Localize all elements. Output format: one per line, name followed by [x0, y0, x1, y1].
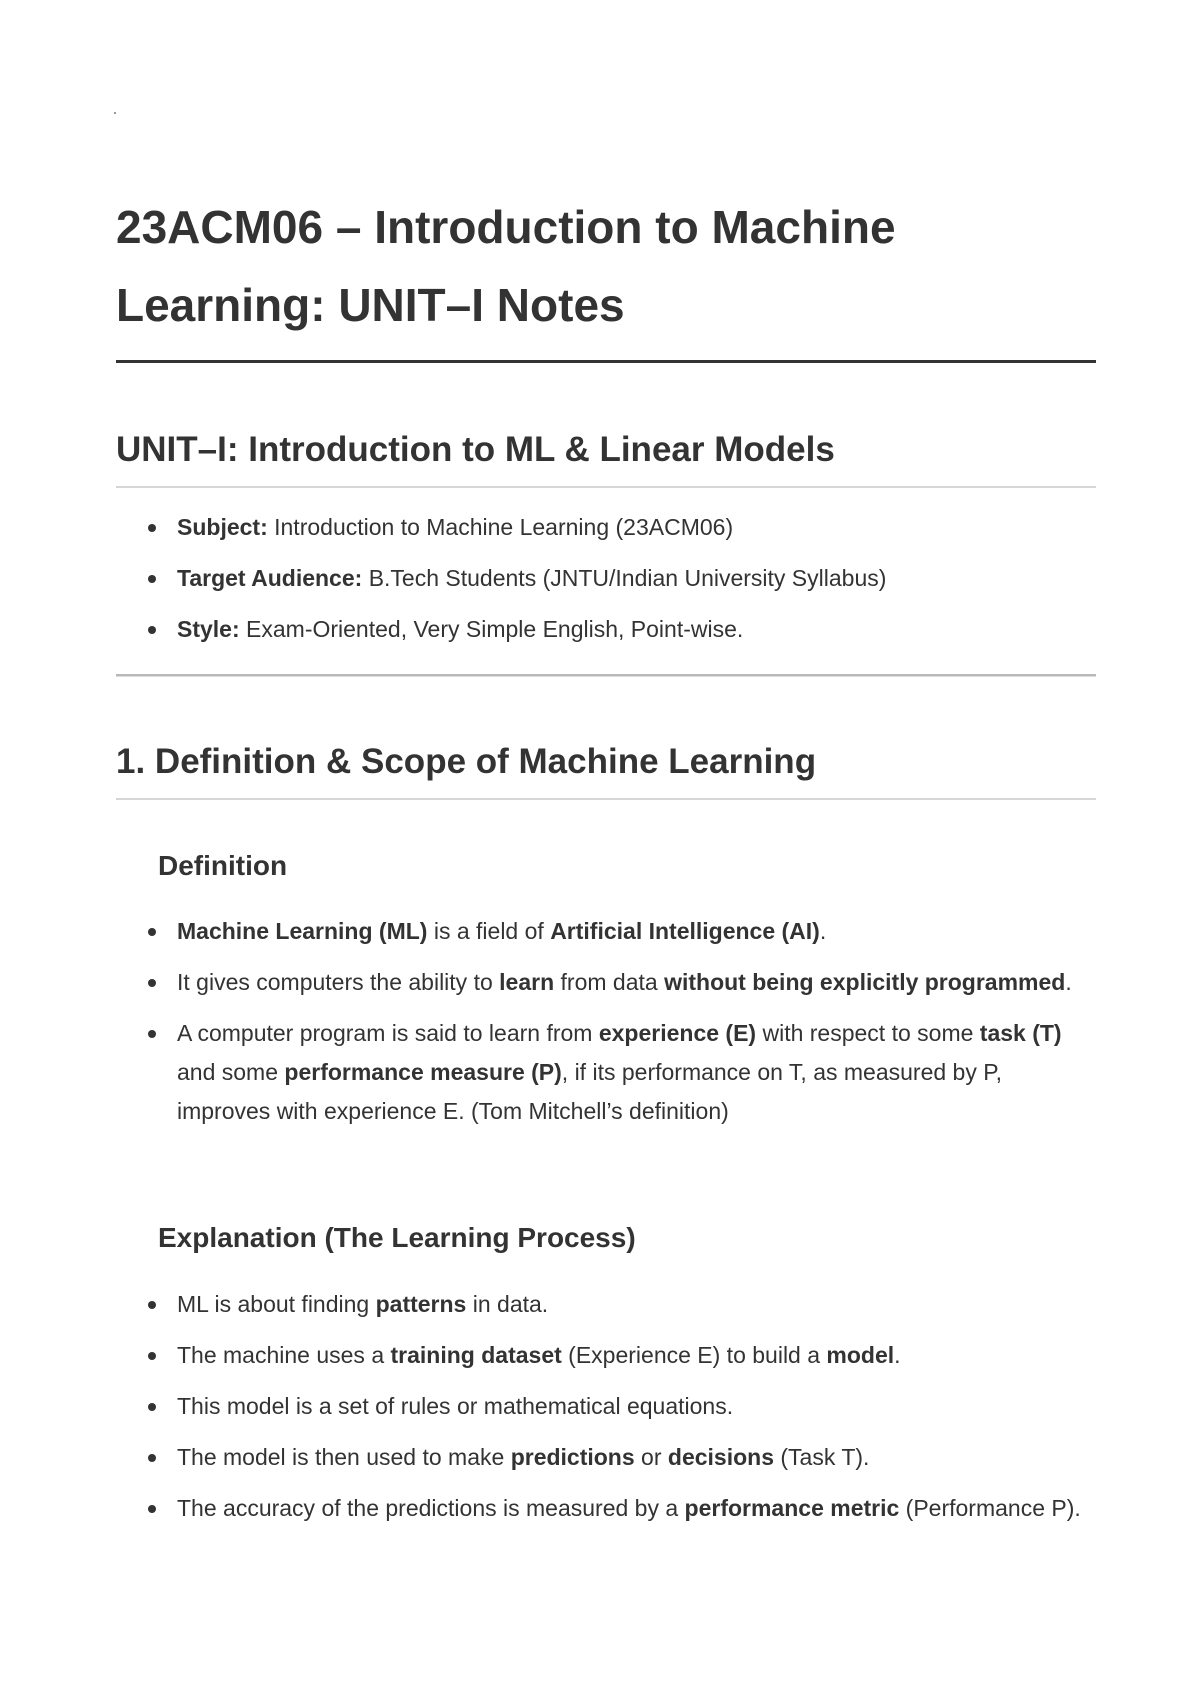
explanation-list: [116, 1285, 1096, 1528]
text: It gives computers the ability to: [177, 969, 500, 995]
text: in data.: [466, 1291, 549, 1317]
bold-text: training dataset: [390, 1342, 562, 1368]
list-item-subject: [116, 508, 1096, 547]
text: (Experience E) to build a: [561, 1342, 827, 1368]
item-label: Target Audience:: [177, 565, 363, 591]
text: The accuracy of the predictions is measured by a: [177, 1495, 685, 1521]
list-item-style: [116, 610, 1096, 649]
text: from data: [554, 969, 665, 995]
text: with respect to some: [756, 1020, 980, 1046]
list-item: [116, 1489, 1096, 1528]
bold-text: without being explicitly programmed: [664, 969, 1066, 995]
text: is a field of: [427, 918, 551, 944]
bold-text: Artificial Intelligence (AI): [550, 918, 820, 944]
bold-text: Machine Learning (ML): [177, 918, 428, 944]
bold-text: model: [826, 1342, 895, 1368]
page-mark: [114, 112, 116, 114]
list-item: [116, 1438, 1096, 1477]
item-text: Introduction to Machine Learning (23ACM06): [267, 514, 734, 540]
definition-list: [116, 912, 1096, 1131]
text: and some: [177, 1059, 285, 1085]
explanation-heading: Explanation (The Learning Process): [158, 1222, 636, 1253]
text: or: [634, 1444, 668, 1470]
bold-text: predictions: [510, 1444, 635, 1470]
list-item: [116, 1387, 1096, 1426]
text: , if its performance on T, as measured by P, improves with experience E. (Tom Mitchell’s definition): [177, 1059, 1002, 1124]
item-text: Exam-Oriented, Very Simple English, Point-wise.: [239, 616, 744, 642]
section-divider: [116, 674, 1096, 676]
text: .: [894, 1342, 901, 1368]
bold-text: patterns: [375, 1291, 467, 1317]
bold-text: task (T): [979, 1020, 1062, 1046]
text: (Performance P).: [899, 1495, 1081, 1521]
text: .: [1065, 969, 1072, 995]
list-item: [116, 912, 1096, 951]
list-item: [116, 1285, 1096, 1324]
list-item: [116, 1014, 1096, 1131]
definition-heading: Definition: [158, 850, 288, 881]
item-text: B.Tech Students (JNTU/Indian University Syllabus): [362, 565, 887, 591]
section-1-heading: 1. Definition & Scope of Machine Learning: [116, 736, 1096, 800]
bold-text: experience (E): [598, 1020, 757, 1046]
text: This model is a set of rules or mathematical equations.: [177, 1393, 734, 1419]
bold-text: performance metric: [684, 1495, 900, 1521]
list-item: [116, 963, 1096, 1002]
list-item-audience: [116, 559, 1096, 598]
item-label: Style:: [177, 616, 240, 642]
text: The model is then used to make: [177, 1444, 511, 1470]
text: The machine uses a: [177, 1342, 391, 1368]
text: ML is about finding: [177, 1291, 376, 1317]
text: A computer program is said to learn from: [177, 1020, 599, 1046]
document-title: 23ACM06 – Introduction to Machine Learning: UNIT–I Notes: [116, 188, 1096, 363]
list-item: [116, 1336, 1096, 1375]
text: .: [819, 918, 827, 944]
unit-info-list: [116, 508, 1096, 649]
text: (Task T).: [774, 1444, 870, 1470]
item-label: Subject:: [177, 514, 268, 540]
bold-text: performance measure (P): [284, 1059, 562, 1085]
unit-heading: UNIT–I: Introduction to ML & Linear Models: [116, 424, 1096, 488]
bold-text: learn: [499, 969, 555, 995]
bold-text: decisions: [667, 1444, 774, 1470]
